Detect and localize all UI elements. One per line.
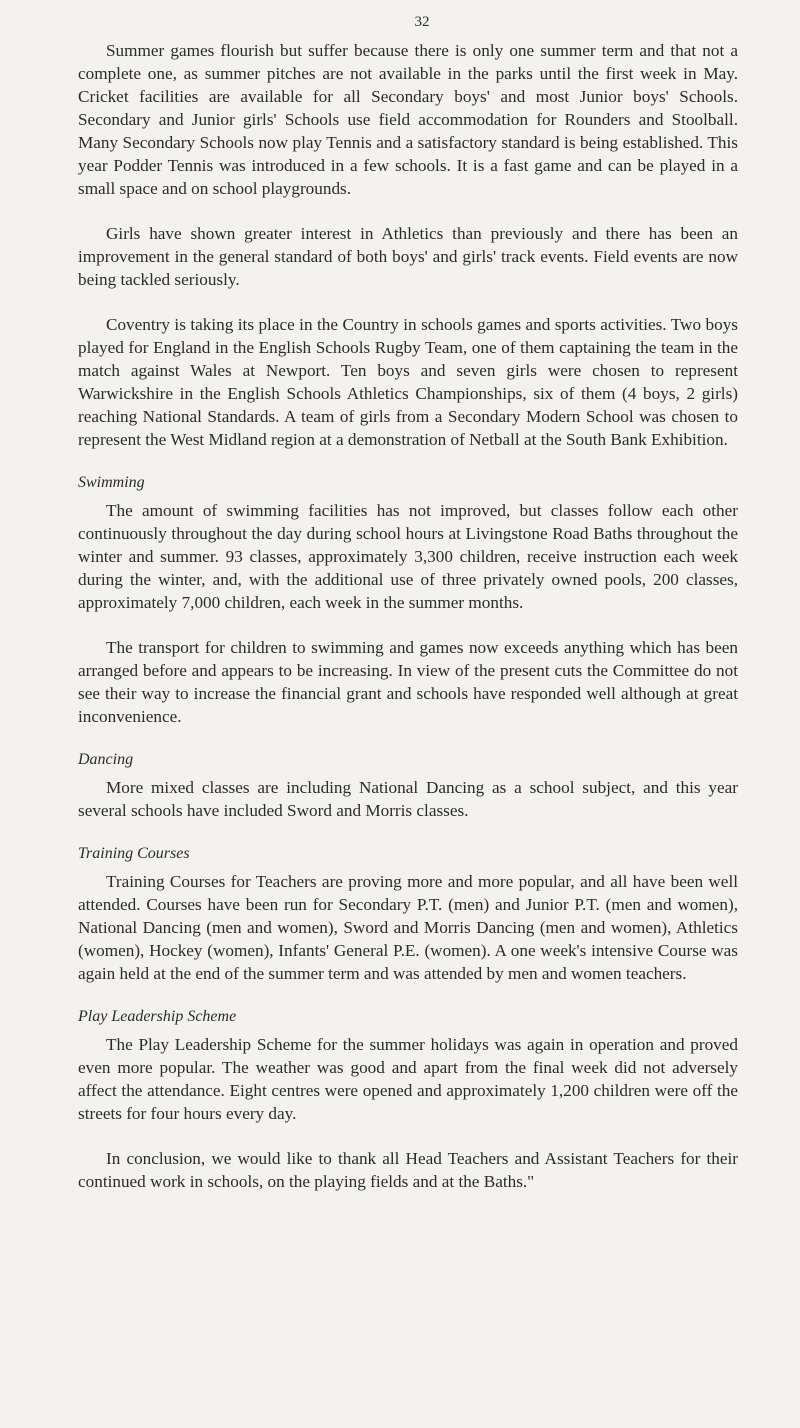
section-heading-dancing: Dancing (78, 751, 134, 768)
paragraph-dancing: More mixed classes are including National Dancing as a school subject, and this year several schools have included Sword and Morris classes. (78, 778, 738, 820)
paragraph-conclusion: In conclusion, we would like to thank all Head Teachers and Assistant Teachers for their continued work in schools, on the playing fields and at the Baths." (78, 1149, 738, 1191)
paragraph-play-leadership: The Play Leadership Scheme for the summer holidays was again in operation and proved even more popular. The weather was good and apart from the final week did not adversely affect the attendance. Eight centres were opened and approximately 1,200 children were off the streets for four hours every day. (78, 1035, 738, 1123)
paragraph-coventry-sports: Coventry is taking its place in the Country in schools games and sports activities. Two boys played for England in the English Schools Rugby Team, one of them captaining the team in the match against Wales at Newport. Ten boys and seven girls were chosen to represent Warwickshire in the English Schools Athletics Championships, six of them (4 boys, 2 girls) reaching National Standards. A team of girls from a Secondary Modern School was chosen to represent the West Midland region at a demonstration of Netball at the South Bank Exhibition. (78, 315, 738, 449)
section-heading-swimming: Swimming (78, 474, 145, 491)
paragraph-swimming-facilities: The amount of swimming facilities has not improved, but classes follow each other continuously throughout the day during school hours at Livingstone Road Baths throughout the winter and summer. 93 classes, approximately 3,300 children, receive instruction each week during the winter, and, with the additional use of three privately owned pools, 200 classes, approximately 7,000 children, each week in the summer months. (78, 501, 738, 612)
paragraph-athletics: Girls have shown greater interest in Athletics than previously and there has been an improvement in the general standard of both boys' and girls' track events. Field events are now being tackled seriously. (78, 224, 738, 289)
paragraph-training-courses: Training Courses for Teachers are proving more and more popular, and all have been well attended. Courses have been run for Secondary P.T. (men) and Junior P.T. (men and women), National Dancing (men and women), Sword and Morris Dancing (men and women), Athletics (women), Hockey (women), Infants' General P.E. (women). A one week's intensive Course was again held at the end of the summer term and was attended by men and women teachers. (78, 872, 738, 983)
section-heading-play-leadership: Play Leadership Scheme (78, 1008, 237, 1025)
page-number: 32 (414, 14, 430, 30)
section-heading-training-courses: Training Courses (78, 845, 190, 862)
paragraph-summer-games: Summer games flourish but suffer because there is only one summer term and that not a complete one, as summer pitches are not available in the parks until the first week in May. Cricket facilities are available for all Secondary boys' and most Junior boys' Schools. Secondary and Junior girls' Schools use field accommodation for Rounders and Stoolball. Many Secondary Schools now play Tennis and a satisfactory standard is being established. This year Podder Tennis was introduced in a few schools. It is a fast game and can be played in a small space and on school playgrounds. (78, 41, 738, 198)
paragraph-swimming-transport: The transport for children to swimming and games now exceeds anything which has been arranged before and appears to be increasing. In view of the present cuts the Committee do not see their way to increase the financial grant and schools have responded well although at great inconvenience. (78, 638, 738, 726)
